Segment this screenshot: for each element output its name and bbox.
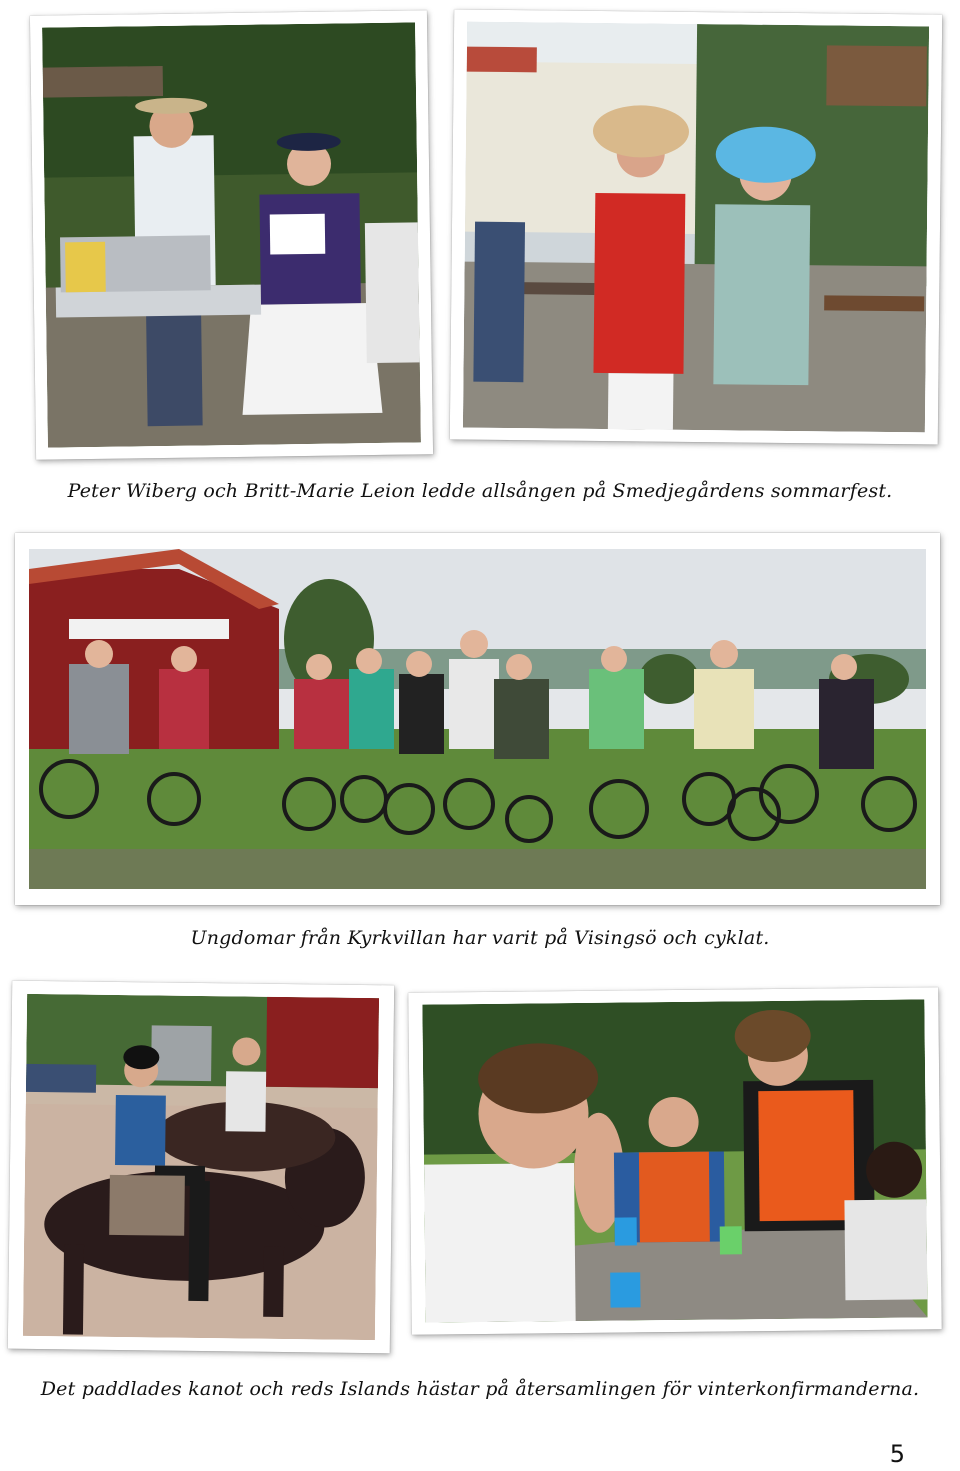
photo-frame-canoe xyxy=(408,987,942,1335)
photo-dancing xyxy=(463,22,929,433)
caption-bottom: Det paddlades kanot och reds Islands hästar på återsamlingen för vinterkonfirmanderna. xyxy=(40,1378,920,1400)
photo-frame-cycling xyxy=(15,533,940,905)
photo-frame-singing xyxy=(30,10,433,459)
photo-frame-dancing xyxy=(450,9,942,444)
photo-canoe xyxy=(422,999,927,1322)
caption-top: Peter Wiberg och Britt-Marie Leion ledde allsången på Smedjegårdens sommarfest. xyxy=(67,480,893,502)
photo-frame-riding xyxy=(8,981,394,1354)
photo-singing xyxy=(42,22,421,447)
caption-middle: Ungdomar från Kyrkvillan har varit på Visingsö och cyklat. xyxy=(190,927,770,949)
page-number: 5 xyxy=(889,1440,905,1468)
photo-cycling xyxy=(29,549,926,889)
photo-riding xyxy=(23,994,379,1340)
